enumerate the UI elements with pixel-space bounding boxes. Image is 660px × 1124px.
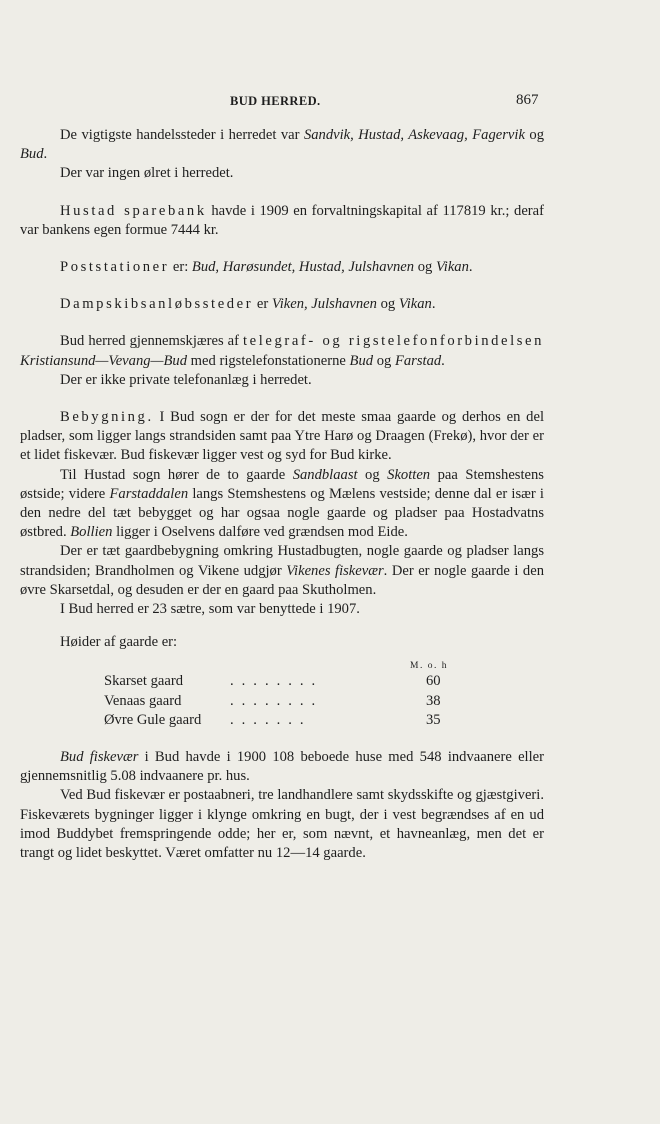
paragraph-postaabneri: Ved Bud fiskevær er postaabneri, tre landhandlere samt skydsskifte og gjæstgiveri. Fiskeværets bygninger ligger i klynge omkring en bugt, der i vest begrændses af en ud imod Buddybet fremspringende odde; her er, som nævnt, et havneanlæg, men det er trangt og lidet beskyttet. Været omfatter nu 12—14 gaarde. <box>20 787 544 862</box>
running-header <box>0 94 660 112</box>
paragraph-trade-places: De vigtigste handelssteder i herredet var Sandvik, Hustad, Askevaag, Fagervik og Bud. <box>20 127 544 163</box>
heights-table <box>20 633 544 730</box>
paragraph-bud-fiskevaer: Bud fiskevær i Bud havde i 1900 108 beboede huse med 548 indvaanere eller gjennemsnitlig 5.08 indvaanere pr. hus. <box>20 749 544 785</box>
heights-unit: M. o. h <box>410 661 448 672</box>
paragraph-ølret: Der var ingen ølret i herredet. <box>60 165 234 182</box>
page-number: 867 <box>516 92 539 108</box>
paragraph-telegraf: Bud herred gjennemskjæres af telegraf- og rigstelefonforbindelsen Kristiansund—Vevang—Bud med rigstelefonstationerne Bud og Farstad. <box>20 333 545 369</box>
paragraph-dampskibs: Dampskibsanløbssteder er Viken, Julshavnen og Vikan. <box>60 296 436 313</box>
table-row: Venaas gaard ........ 38 <box>104 692 441 709</box>
bud-fiskevaer-heading: Bud fiskevær <box>60 749 139 766</box>
running-title: BUD HERRED. <box>230 94 321 108</box>
trade-places: Sandvik, Hustad, Askevaag, Fagervik <box>303 127 525 143</box>
paragraph-hustad-sogn: Til Hustad sogn hører de to gaarde Sandblaast og Skotten paa Stemshestens østside; videre Farstaddalen langs Stemshestens og Mælens vestside; denne dal er især i den nedre del tæt bebygget og har ogsaa nogle gaarde og pladser paa Hostadvatns østbred. Bollien ligger i Oselvens dalføre ved grændsen mod Eide. <box>20 466 544 541</box>
bebygning-heading: Bebygning. <box>60 409 154 426</box>
paragraph-telefonanlæg: Der er ikke private telefonanlæg i herredet. <box>60 371 312 388</box>
paragraph-sparebank: Hustad sparebank havde i 1909 en forvaltningskapital af 117819 kr.; deraf var bankens egen formue 7444 kr. <box>20 202 544 238</box>
paragraph-hustadbugten: Der er tæt gaardbebygning omkring Hustadbugten, nogle gaarde og pladser langs strandsiden; Brandholmen og Vikene udgjør Vikenes fiskevær. Der er nogle gaarde i den øvre Skarsetdal, og desuden er der en gaard paa Skutholmen. <box>20 543 545 598</box>
poststationer-heading: Poststationer <box>60 259 170 276</box>
dampskibs-heading: Dampskibsanløbssteder <box>60 296 254 313</box>
paragraph-saetre: I Bud herred er 23 sætre, som var benyttede i 1907. <box>60 601 360 618</box>
sparebank-heading: Hustad sparebank <box>60 202 207 219</box>
telegraf-heading: telegraf- og rigstelefonforbindelsen <box>243 333 545 350</box>
paragraph-poststationer: Poststationer er: Bud, Harøsundet, Hustad, Julshavnen og Vikan. <box>60 259 473 276</box>
table-row: Øvre Gule gaard ....... 35 <box>104 711 441 728</box>
heights-lead: Høider af gaarde er: <box>60 634 178 651</box>
table-row: Skarset gaard ........ 60 <box>104 673 441 690</box>
paragraph-bebygning: Bebygning. I Bud sogn er der for det meste smaa gaarde og derhos en del pladser, som ligger langs strandsiden samt paa Ytre Harø og Draagen (Frekø), hvor der er et lidet fiskevær. Bud fiskevær ligger vest og syd for Bud kirke. <box>20 409 544 464</box>
page-body <box>20 126 544 863</box>
